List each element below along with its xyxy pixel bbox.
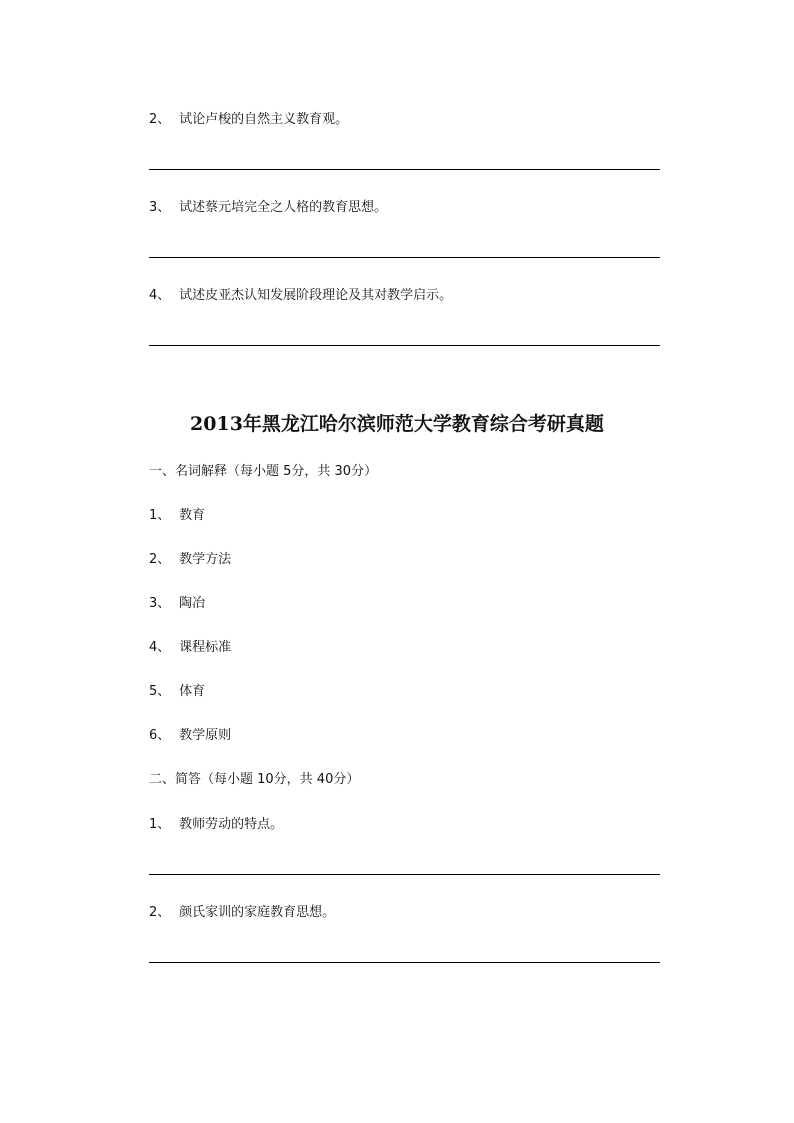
exam-title: 2013年黑龙江哈尔滨师范大学教育综合考研真题 — [190, 413, 604, 435]
term-number: 4、 — [149, 640, 171, 655]
section-heading: 一、名词解释（每小题 5分，共 30分） — [149, 464, 378, 479]
answer-line — [149, 962, 660, 963]
term-number: 5、 — [149, 684, 171, 699]
term-number: 1、 — [149, 508, 171, 523]
question-number: 3、 — [149, 200, 171, 215]
question-item — [149, 816, 283, 834]
term-item — [149, 507, 205, 525]
question-item — [149, 111, 348, 129]
term-text: 教学原则 — [179, 728, 232, 743]
term-text: 体育 — [179, 684, 206, 699]
answer-line — [149, 345, 660, 346]
question-number: 4、 — [149, 288, 171, 303]
term-number: 2、 — [149, 552, 171, 567]
question-item — [149, 904, 335, 922]
question-number: 2、 — [149, 112, 171, 127]
question-text: 试论卢梭的自然主义教育观。 — [179, 112, 349, 127]
answer-line — [149, 257, 660, 258]
question-text: 颜氏家训的家庭教育思想。 — [179, 905, 336, 920]
question-item — [149, 199, 387, 217]
term-item — [149, 595, 205, 613]
term-item — [149, 683, 205, 701]
term-text: 教学方法 — [179, 552, 232, 567]
question-text: 教师劳动的特点。 — [179, 817, 284, 832]
question-text: 试述皮亚杰认知发展阶段理论及其对教学启示。 — [179, 288, 453, 303]
term-item — [149, 551, 231, 569]
term-text: 课程标准 — [179, 640, 232, 655]
term-text: 陶冶 — [179, 596, 206, 611]
term-number: 6、 — [149, 728, 171, 743]
question-number: 1、 — [149, 817, 171, 832]
answer-line — [149, 874, 660, 875]
term-text: 教育 — [179, 508, 206, 523]
term-number: 3、 — [149, 596, 171, 611]
question-number: 2、 — [149, 905, 171, 920]
term-item — [149, 727, 231, 745]
answer-line — [149, 169, 660, 170]
term-item — [149, 639, 231, 657]
question-item — [149, 287, 452, 305]
section-heading: 二、简答（每小题 10分，共 40分） — [149, 772, 360, 787]
question-text: 试述蔡元培完全之人格的教育思想。 — [179, 200, 388, 215]
